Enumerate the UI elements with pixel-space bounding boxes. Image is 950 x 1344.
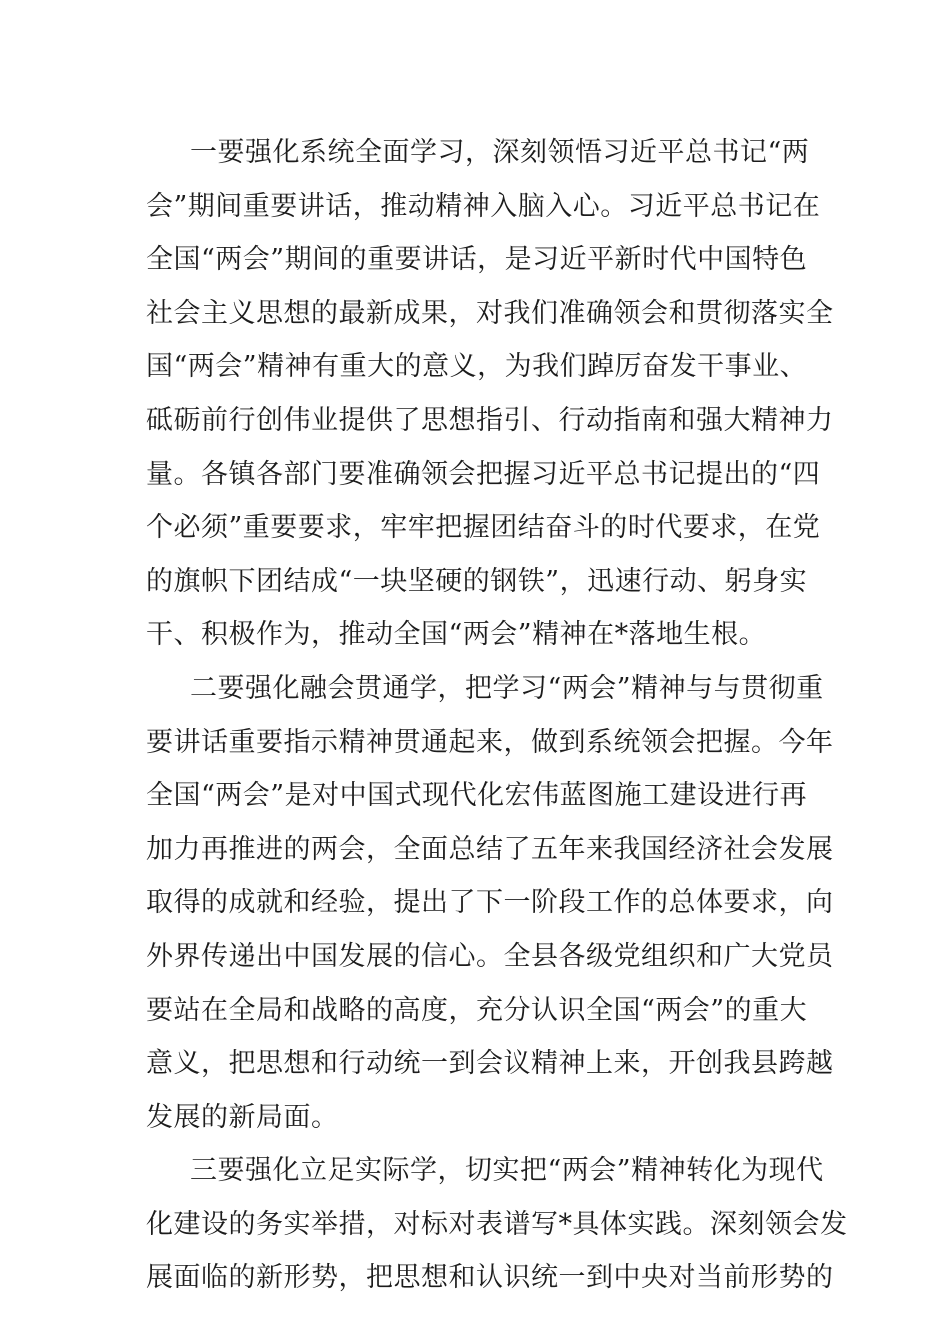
text-line: 意义，把思想和行动统一到会议精神上来，开创我县跨越 — [146, 1048, 834, 1080]
document-body — [146, 126, 848, 1305]
text-line: 个必须”重要要求，牢牢把握团结奋斗的时代要求，在党 — [146, 512, 821, 544]
text-line: 化建设的务实举措，对标对表谱写*具体实践。深刻领会发 — [146, 1208, 848, 1240]
text-line: 外界传递出中国发展的信心。全县各级党组织和广大党员 — [146, 940, 834, 972]
text-line: 砥砺前行创伟业提供了思想指引、行动指南和强大精神力 — [146, 404, 834, 436]
text-line: 会”期间重要讲话，推动精神入脑入心。习近平总书记在 — [146, 190, 821, 222]
text-line: 干、积极作为，推动全国“两会”精神在*落地生根。 — [146, 619, 767, 651]
text-line: 加力再推进的两会，全面总结了五年来我国经济社会发展 — [146, 833, 834, 865]
text-line: 要站在全局和战略的高度，充分认识全国“两会”的重大 — [146, 994, 808, 1026]
text-line: 要讲话重要指示精神贯通起来，做到系统领会把握。今年 — [146, 726, 834, 758]
paragraph-3 — [146, 1144, 848, 1305]
text-line: 一要强化系统全面学习，深刻领悟习近平总书记“两 — [190, 137, 810, 168]
text-line: 二要强化融会贯通学，把学习“两会”精神与与贯彻重 — [190, 672, 824, 704]
text-line: 量。各镇各部门要准确领会把握习近平总书记提出的“四 — [146, 458, 821, 490]
text-line: 全国“两会”期间的重要讲话，是习近平新时代中国特色 — [146, 244, 808, 276]
text-line: 国“两会”精神有重大的意义，为我们踔厉奋发干事业、 — [146, 351, 808, 383]
text-line: 的旗帜下团结成“一块坚硬的钢铁”，迅速行动、躬身实 — [146, 565, 808, 597]
text-line: 社会主义思想的最新成果，对我们准确领会和贯彻落实全 — [146, 297, 834, 329]
text-line: 展面临的新形势，把思想和认识统一到中央对当前形势的 — [146, 1262, 834, 1294]
text-line: 三要强化立足实际学，切实把“两会”精神转化为现代 — [190, 1155, 824, 1187]
paragraph-1 — [146, 126, 834, 662]
paragraph-2 — [146, 662, 834, 1144]
text-line: 发展的新局面。 — [146, 1101, 339, 1133]
text-line: 全国“两会”是对中国式现代化宏伟蓝图施工建设进行再 — [146, 780, 808, 812]
text-line: 取得的成就和经验，提出了下一阶段工作的总体要求，向 — [146, 887, 834, 919]
